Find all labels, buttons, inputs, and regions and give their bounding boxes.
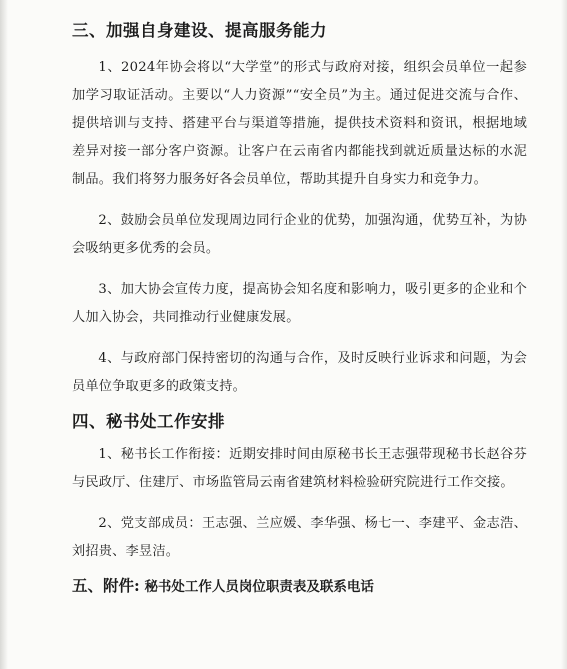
section-4-heading: 四、秘书处工作安排 xyxy=(72,412,225,431)
section-5-attachment-title: 秘书处工作人员岗位职责表及联系电话 xyxy=(144,579,374,595)
section-5-line xyxy=(72,576,527,597)
section-3-item-4: 4、与政府部门保持密切的沟通与合作，及时反映行业诉求和问题，为会员单位争取更多的政策支持。 xyxy=(72,351,527,394)
section-3-item-2: 2、鼓励会员单位发现周边同行企业的优势，加强沟通，优势互补，为协会吸纳更多优秀的会员。 xyxy=(72,213,527,256)
section-4-item-1: 1、秘书长工作衔接：近期安排时间由原秘书长王志强带现秘书长赵谷芬与民政厅、住建厅、市场监管局云南省建筑材料检验研究院进行工作交接。 xyxy=(72,447,527,490)
section-3-item-3: 3、加大协会宣传力度，提高协会知名度和影响力，吸引更多的企业和个人加入协会，共同推动行业健康发展。 xyxy=(72,282,527,325)
section-3-item-1: 1、2024年协会将以“大学堂”的形式与政府对接，组织会员单位一起参加学习取证活动。主要以“人力资源”“安全员”为主。通过促进交流与合作、提供培训与支持、搭建平台与渠道等措施，提供技术资料和资讯，根据地域差异对接一部分客户资源。让客户在云南省内都能找到就近质量达标的水泥制品。我们将努力服务好各会员单位，帮助其提升自身实力和竞争力。 xyxy=(72,60,527,187)
scan-right-edge xyxy=(561,0,567,669)
section-5-lead: 五、附件: xyxy=(72,576,140,595)
scan-left-edge xyxy=(0,0,8,669)
section-3-heading: 三、加强自身建设、提高服务能力 xyxy=(72,21,327,40)
section-4-item-2: 2、党支部成员：王志强、兰应媛、李华强、杨七一、李建平、金志浩、刘招贵、李昱洁。 xyxy=(72,516,527,559)
